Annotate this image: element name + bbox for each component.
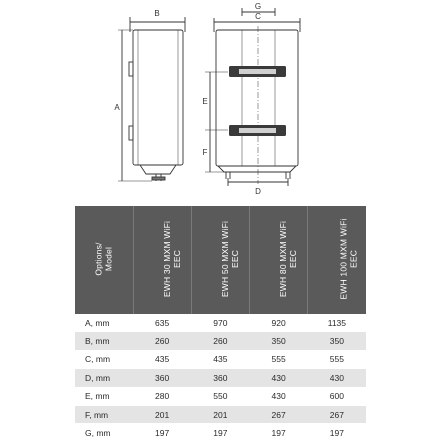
label-c: C <box>255 12 261 21</box>
bracket-slot <box>239 69 276 74</box>
row-option: C, mm <box>75 350 133 368</box>
row-option: F, mm <box>75 405 133 423</box>
front-view <box>202 8 300 186</box>
row-option: G, mm <box>75 424 133 442</box>
table-row <box>75 369 366 387</box>
table-row <box>75 332 366 350</box>
cell-value: 197 <box>308 424 366 442</box>
row-option: D, mm <box>75 369 133 387</box>
cell-value: 197 <box>191 424 249 442</box>
cell-value: 435 <box>133 350 191 368</box>
cell-value: 970 <box>191 314 249 332</box>
cell-value: 550 <box>191 387 249 405</box>
table-row <box>75 350 366 368</box>
mount-bracket <box>129 126 133 140</box>
dimensions-table <box>75 206 366 443</box>
bottom-cap <box>218 166 296 172</box>
label-e: E <box>202 97 208 106</box>
label-f: F <box>202 148 208 157</box>
dimension-drawings <box>0 0 441 200</box>
cell-value: 260 <box>191 332 249 350</box>
cell-value: 435 <box>191 350 249 368</box>
cell-value: 600 <box>308 387 366 405</box>
label-d: D <box>255 187 261 196</box>
heater-body-side <box>133 30 183 165</box>
heater-body-front <box>216 30 298 166</box>
table-header-row <box>75 206 366 314</box>
row-option: B, mm <box>75 332 133 350</box>
cell-value: 197 <box>133 424 191 442</box>
cell-value: 201 <box>191 405 249 423</box>
cell-value: 267 <box>308 405 366 423</box>
technical-drawing <box>0 0 441 200</box>
table-row <box>75 405 366 423</box>
label-a: A <box>114 103 120 112</box>
table-row <box>75 314 366 332</box>
cell-value: 920 <box>250 314 308 332</box>
cell-value: 430 <box>250 387 308 405</box>
cell-value: 635 <box>133 314 191 332</box>
table-row <box>75 387 366 405</box>
cell-value: 201 <box>133 405 191 423</box>
table-row <box>75 424 366 442</box>
cell-value: 267 <box>250 405 308 423</box>
pipe-fitting <box>152 177 165 180</box>
label-b: B <box>154 9 160 18</box>
header-model: EWH 80 MXM WiFi EEC <box>250 206 308 314</box>
bottom-cap <box>140 165 176 174</box>
header-model: EWH 30 MXM WiFi EEC <box>133 206 191 314</box>
row-option: E, mm <box>75 387 133 405</box>
side-view <box>118 17 185 181</box>
cell-value: 350 <box>308 332 366 350</box>
cell-value: 197 <box>250 424 308 442</box>
cell-value: 1135 <box>308 314 366 332</box>
mount-bracket <box>129 62 133 76</box>
cell-value: 360 <box>133 369 191 387</box>
header-model: EWH 50 MXM WiFi EEC <box>191 206 249 314</box>
header-options-model: Options/ Model <box>75 206 133 314</box>
bracket-slot <box>239 128 276 133</box>
cell-value: 430 <box>250 369 308 387</box>
cell-value: 360 <box>191 369 249 387</box>
cell-value: 555 <box>308 350 366 368</box>
cell-value: 430 <box>308 369 366 387</box>
label-g: G <box>254 2 262 11</box>
header-model: EWH 100 MXM WiFi EEC <box>308 206 366 314</box>
mounting-brackets <box>229 66 286 136</box>
cell-value: 555 <box>250 350 308 368</box>
cell-value: 280 <box>133 387 191 405</box>
row-option: A, mm <box>75 314 133 332</box>
cell-value: 350 <box>250 332 308 350</box>
cell-value: 260 <box>133 332 191 350</box>
